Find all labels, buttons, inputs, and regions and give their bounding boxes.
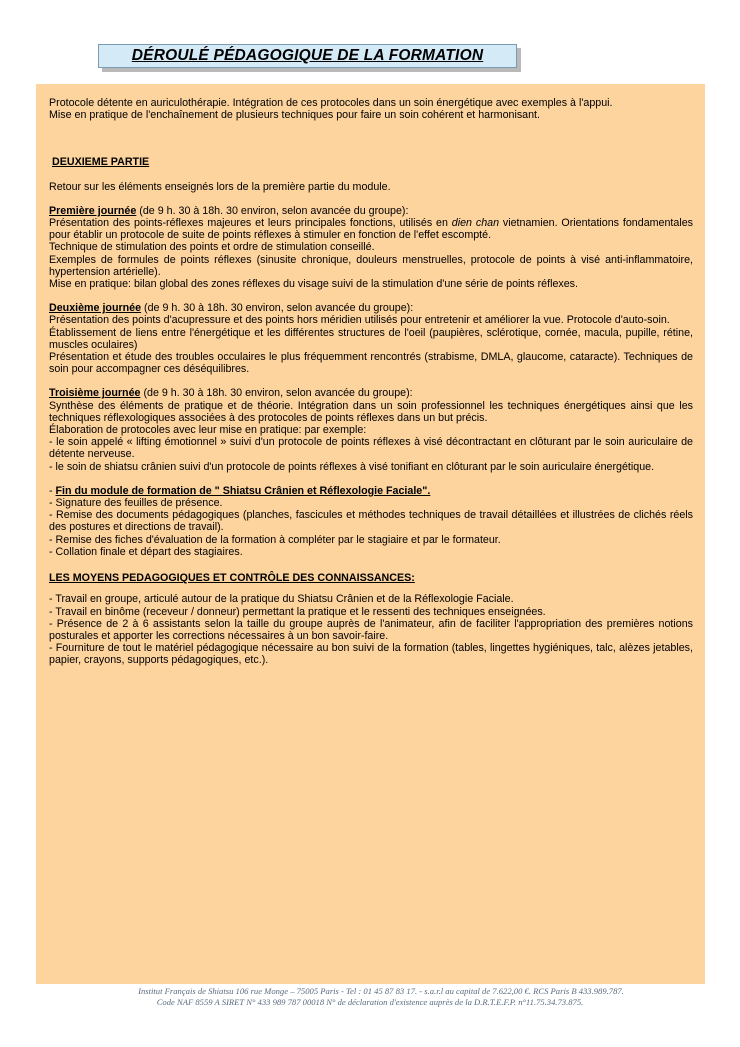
page-title: DÉROULÉ PÉDAGOGIQUE DE LA FORMATION [131, 47, 484, 64]
day1-label: Première journée [49, 204, 137, 217]
means-item-2: - Travail en binôme (receveur / donneur) permettant la pratique et le ressenti des techniques enseignées. [49, 605, 546, 618]
footer-line-2: Code NAF 8559 A SIRET N° 433 989 787 00018 N° de déclaration d'existence auprès de la D.R.T.E.F.P. n°11.75.34.73.875. [156, 997, 584, 1007]
end-title: Fin du module de formation de " Shiatsu Crânien et Réflexologie Faciale". [55, 484, 431, 497]
end-header [49, 485, 693, 497]
intro-paragraph-2: Mise en pratique de l'enchaînement de plusieurs techniques pour faire un soin cohérent et harmonisant. [49, 109, 540, 122]
end-prefix: - [49, 484, 56, 497]
part2-intro: Retour sur les éléments enseignés lors de la première partie du module. [49, 180, 391, 193]
title-box [98, 44, 517, 68]
day1-header [49, 205, 693, 217]
day1-line-3: Exemples de formules de points réflexes (sinusite chronique, douleurs menstruelles, protocole de points à visé anti-inflammatoire, hypertension artérielle). [49, 253, 693, 278]
day2-schedule: (de 9 h. 30 à 18h. 30 environ, selon avancée du groupe): [141, 302, 414, 315]
day3-line-3: - le soin appelé « lifting émotionnel » suivi d'un protocole de points réflexes à visé décontractant en clôturant par le soin auriculaire de détente nerveuse. [49, 436, 693, 461]
day2-label: Deuxième journée [49, 302, 142, 315]
means-heading: LES MOYENS PEDAGOGIQUES ET CONTRÔLE DES CONNAISSANCES: [49, 572, 415, 585]
means-item-1: - Travail en groupe, articulé autour de la pratique du Shiatsu Crânien et de la Réflexologie Faciale. [49, 593, 514, 606]
day1-line-2: Technique de stimulation des points et ordre de stimulation conseillé. [49, 241, 375, 254]
title-banner [98, 44, 517, 68]
content-panel [36, 84, 705, 984]
end-item-1: - Signature des feuilles de présence. [49, 497, 223, 510]
day1-line-1 [49, 217, 693, 241]
end-item-3: - Remise des fiches d'évaluation de la formation à compléter par le stagiaire et par le formateur. [49, 533, 501, 546]
end-item-4: - Collation finale et départ des stagiaires. [49, 545, 243, 558]
day1-schedule: (de 9 h. 30 à 18h. 30 environ, selon avancée du groupe): [136, 204, 409, 217]
day3-label: Troisième journée [49, 387, 141, 400]
day3-schedule: (de 9 h. 30 à 18h. 30 environ, selon avancée du groupe): [140, 387, 413, 400]
day3-header [49, 387, 693, 399]
end-item-2: - Remise des documents pédagogiques (planches, fascicules et méthodes techniques de travail détaillées et illustrées de clichés réels des postures et directions de travail). [49, 509, 693, 534]
day3-line-2: Élaboration de protocoles avec leur mise en pratique: par exemple: [49, 424, 367, 437]
footer-line-1: Institut Français de Shiatsu 106 rue Monge – 75005 Paris - Tel : 01 45 87 83 17. - s.a.r.l au capital de 7.622,00 €. RCS Paris B 433.989.787. [138, 986, 624, 996]
day1-line-1a: Présentation des points-réflexes majeures et leurs principales fonctions, utilisés en [49, 217, 452, 230]
day3-line-1: Synthèse des éléments de pratique et de théorie. Intégration dans un soin professionnel les techniques énergétiques ainsi que les techniques réflexologiques associées à des protocoles de points réflexes dans un but précis. [49, 399, 693, 424]
intro-paragraph-1: Protocole détente en auriculothérapie. Intégration de ces protocoles dans un soin énergétique avec exemples à l'appui. [49, 97, 613, 109]
means-item-3: - Présence de 2 à 6 assistants selon la taille du groupe auprès de l'animateur, afin de faciliter l'appropriation des premières notions posturales et apporter les corrections nécessaires à un bon savoir-faire. [49, 617, 693, 642]
footer [30, 986, 710, 1008]
day2-line-2: Établissement de liens entre l'énergétique et les différentes structures de l'oeil (paupières, sclérotique, cornée, macula, pupille, rétine, muscles oculaires) [49, 326, 693, 351]
part2-heading: DEUXIEME PARTIE [52, 156, 150, 169]
day2-header [49, 302, 693, 314]
day1-line-1b: dien chan [451, 217, 500, 230]
day3-line-4: - le soin de shiatsu crânien suivi d'un protocole de points réflexes à visé tonifiant en clôturant par le soin auriculaire énergétique. [49, 460, 655, 473]
means-item-4: - Fourniture de tout le matériel pédagogique nécessaire au bon suivi de la formation (tables, lingettes hygiéniques, talc, alèzes jetables, papier, crayons, supports pédagogiques, etc.). [49, 642, 693, 667]
day1-line-4: Mise en pratique: bilan global des zones réflexes du visage suivi de la stimulation d'une série de points réflexes. [49, 278, 578, 291]
day2-line-3: Présentation et étude des troubles occulaires le plus fréquemment rencontrés (strabisme, DMLA, glaucome, cataracte). Techniques de soin pour accompagner ces déséquilibres. [49, 351, 693, 376]
day1-line-1c: vietnamien. Orientations fondamentales pour établir un protocole de suite de points réflexes à stimuler en fonction de l'effet escompté. [49, 217, 694, 242]
day2-line-1: Présentation des points d'acupressure et des points hors méridien utilisés pour entretenir et améliorer la vue. Protocole d'auto-soin. [49, 314, 670, 327]
